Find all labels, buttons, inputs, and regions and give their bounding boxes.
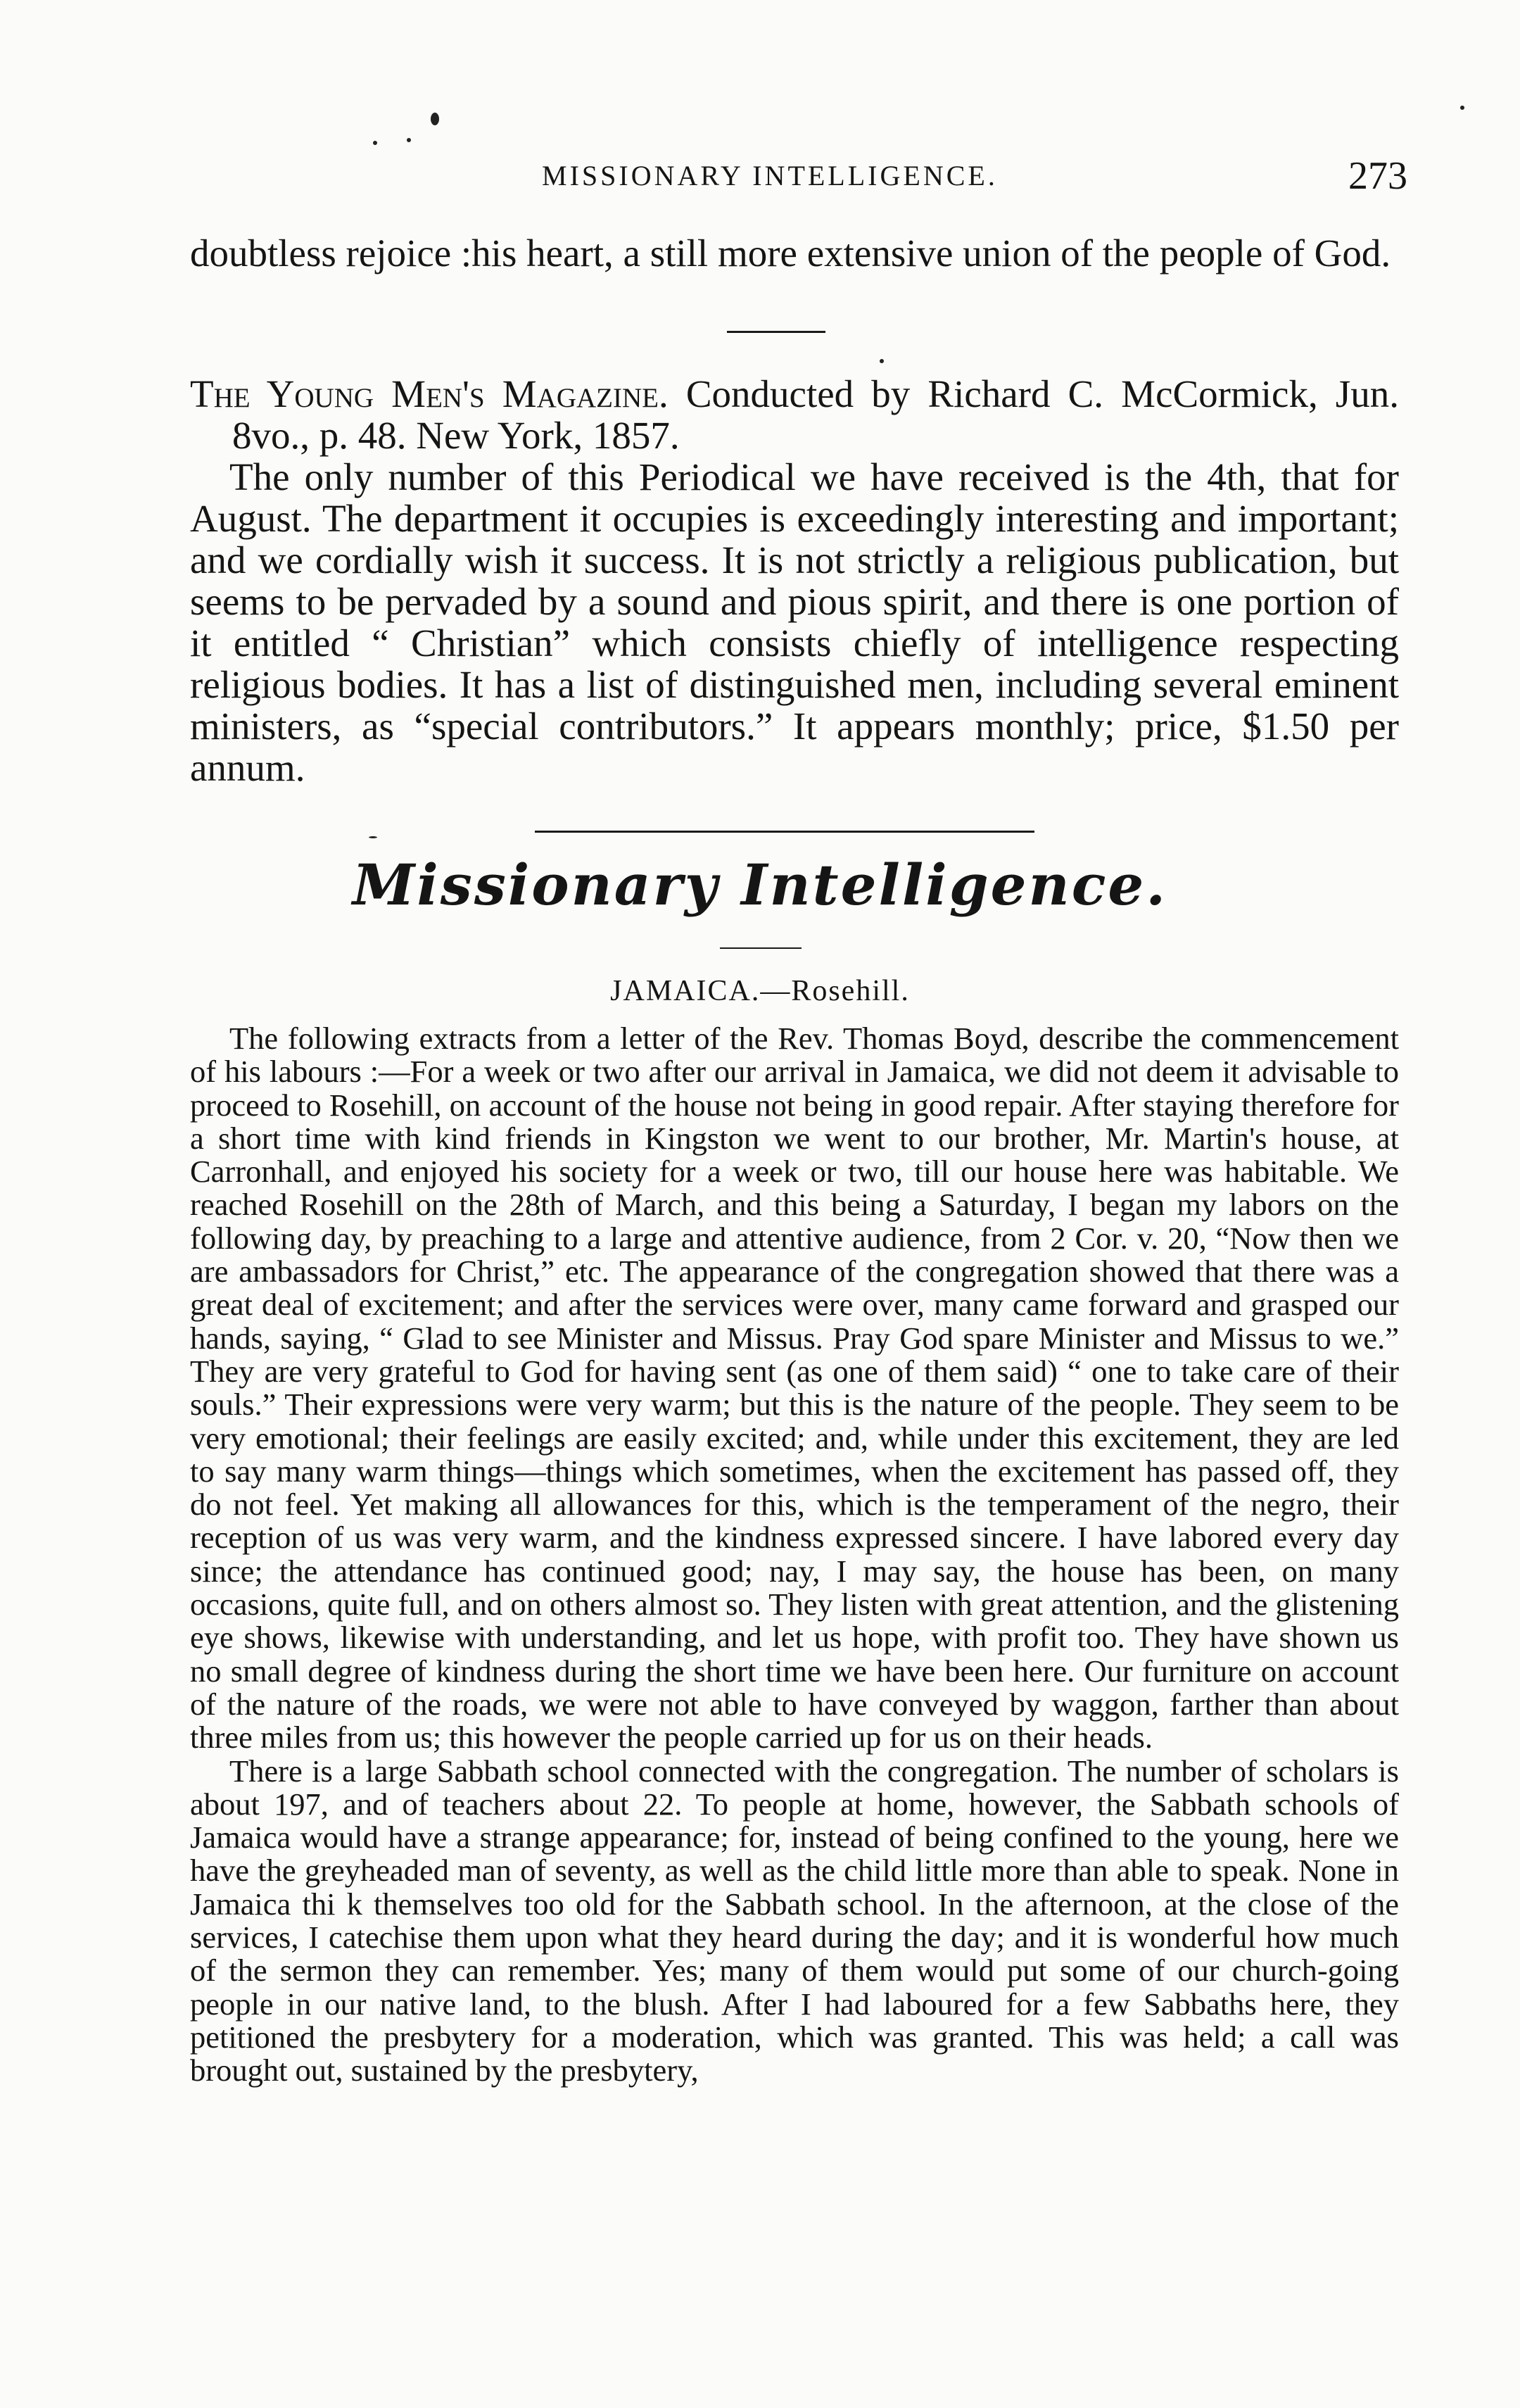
section-heading: Missionary Intelligence. (352, 852, 1168, 918)
heading-underline-rule (720, 947, 802, 949)
ink-speck (431, 113, 439, 125)
notice-byline: Conducted by Richard C. McCormick, Jun. 8vo., p. 48. New York, 1857. (232, 372, 1399, 457)
notice-body: The only number of this Periodical we have received is the 4th, that for August. The department it occupies is exceedingly interesting and important; and we cordially wish it success. It is not strictly a religious publication, but seems to be pervaded by a sound and pious spirit, and there is one portion of it entitled “ Christian” which consists chiefly of intelligence respecting religious bodies. It has a list of distinguished men, including several eminent ministers, as “special contributors.” It appears monthly; price, $1.50 per annum. (190, 455, 1399, 789)
section-subheading: JAMAICA.—Rosehill. (610, 975, 910, 1007)
divider-rule (727, 331, 825, 333)
continuation-paragraph: doubtless rejoice :his heart, a still more extensive union of the people of God. (190, 232, 1391, 275)
section-divider-rule (535, 831, 1034, 833)
ink-speck (369, 836, 377, 838)
ink-speck (880, 359, 884, 363)
notice-title: The Young Men's Magazine. (190, 372, 669, 415)
ink-speck (407, 138, 411, 142)
extract-paragraph: The following extracts from a letter of the Rev. Thomas Boyd, describe the commencement of his labours :—For a week or two after our arrival in Jamaica, we did not deem it advisable to proceed to Rosehill, on account of the house not being in good repair. After staying therefore for a short time with kind friends in Kingston we went to our brother, Mr. Martin's house, at Carronhall, and enjoyed his society for a week or two, till our house here was habitable. We reached Rosehill on the 28th of March, and this being a Saturday, I began my labors on the following day, by preaching to a large and attentive audience, from 2 Cor. v. 20, “Now then we are ambassadors for Christ,” etc. The appearance of the congregation showed that there was a great deal of excitement; and after the services were over, many came forward and grasped our hands, saying, “ Glad to see Minister and Missus. Pray God spare Minister and Missus to we.” They are very grateful to God for having sent (as one of them said) “ one to take care of their souls.” Their expressions were very warm; but this is the nature of the people. They seem to be very emotional; their feelings are easily excited; and, while under this excitement, they are led to say many warm things—things which sometimes, when the excitement has passed off, they do not feel. Yet making all allowances for this, which is the temperament of the negro, their reception of us was very warm, and the kindness expressed sincere. I have labored every day since; the attendance has continued good; nay, I may say, the house has been, on many occasions, quite full, and on others almost so. They listen with great attention, and the glistening eye shows, likewise with understanding, and let us hope, with profit too. They have shown us no small degree of kindness during the short time we have been here. Our furniture on account of the nature of the roads, we were not able to have conveyed by waggon, farther than about three miles from us; this however the people carried up for us on their heads. (190, 1021, 1399, 1755)
extract-paragraph: There is a large Sabbath school connected with the congregation. The number of scholars is about 197, and of teachers about 22. To people at home, however, the Sabbath schools of Jamaica would have a strange appearance; for, instead of being confined to the young, here we have the greyheaded man of seventy, as well as the child little more than able to speak. None in Jamaica thi k themselves too old for the Sabbath school. In the afternoon, at the close of the services, I catechise them upon what they heard during the day; and it is wonderful how much of the sermon they can remember. Yes; many of them would put some of our church-going people in our native land, to the blush. After I had laboured for a few Sabbaths here, they petitioned the presbytery for a moderation, which was granted. This was held; a call was brought out, sustained by the presbytery, (190, 1753, 1399, 2088)
notice-heading (190, 373, 1399, 456)
running-title: MISSIONARY INTELLIGENCE. (542, 160, 998, 191)
running-header (190, 153, 1407, 203)
ink-speck (373, 141, 377, 145)
book-notice (190, 373, 1399, 788)
continuation-text (190, 232, 1399, 274)
page-number: 273 (1348, 154, 1407, 198)
letter-extract (190, 1022, 1399, 2088)
ink-speck (1460, 106, 1464, 110)
